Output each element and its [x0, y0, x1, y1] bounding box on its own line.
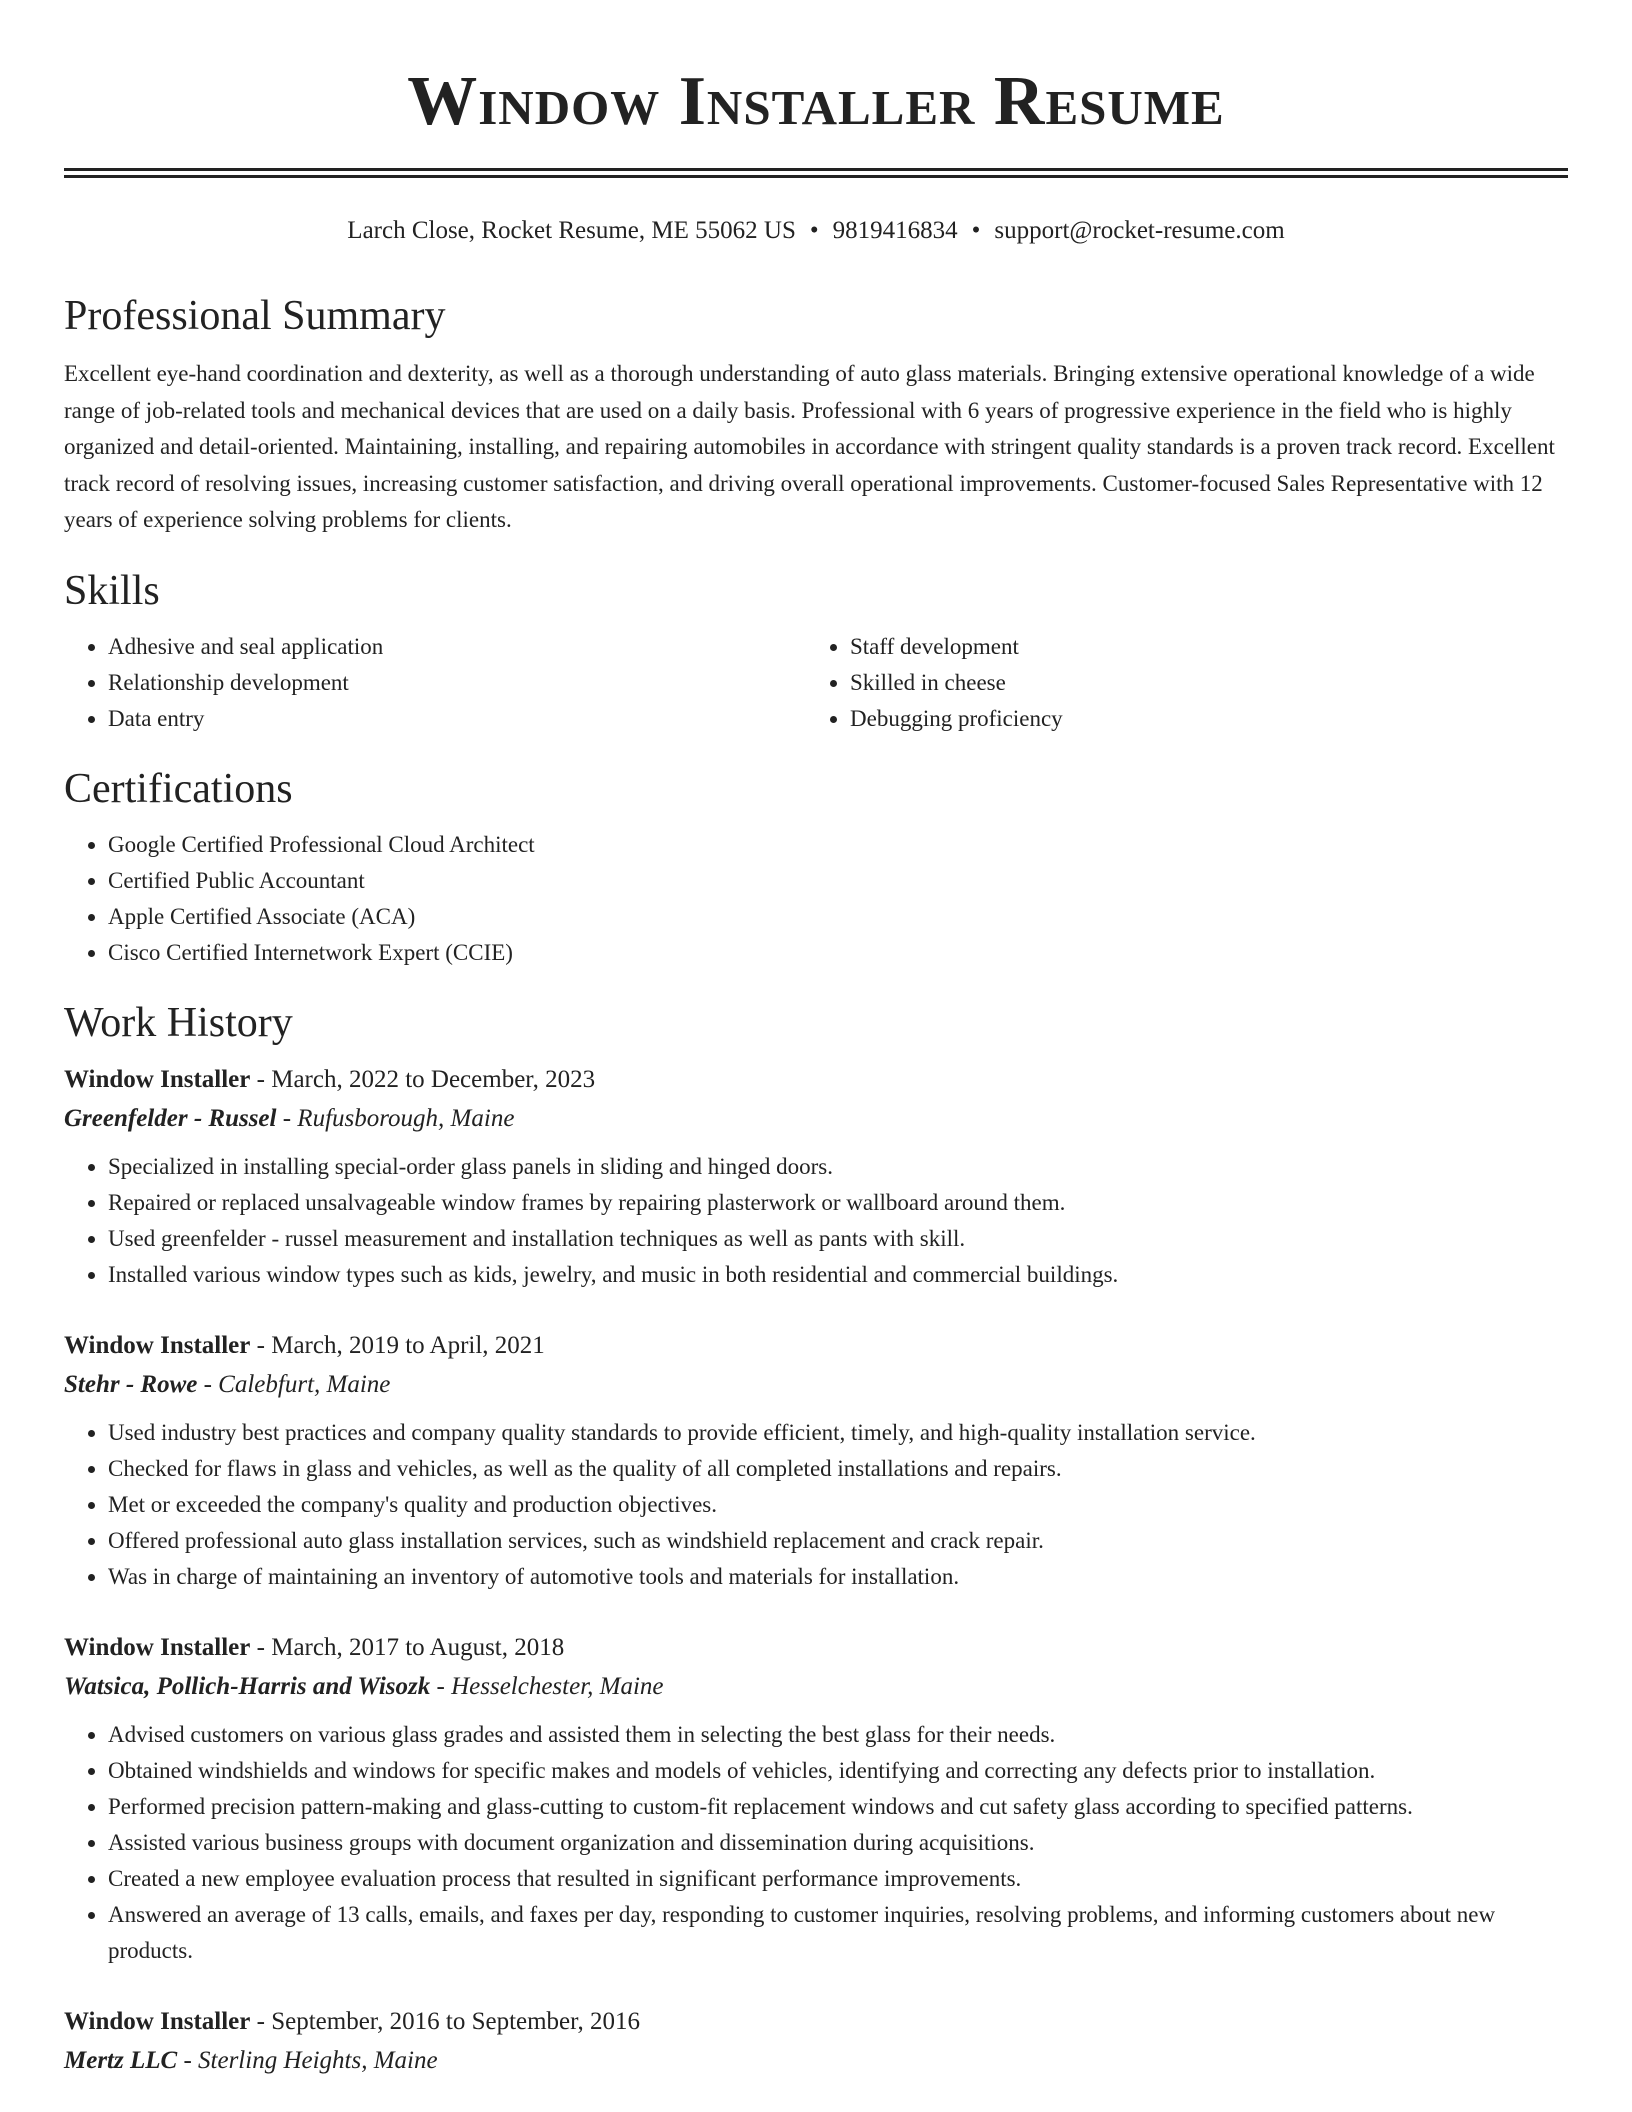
- skill-item: • Skilled in cheese: [850, 665, 1548, 701]
- job-bullet: • Checked for flaws in glass and vehicles, as well as the quality of all completed installations and repairs.: [108, 1451, 1568, 1487]
- certifications-list: [64, 827, 1568, 971]
- job-bullet: • Specialized in installing special-order glass panels in sliding and hinged doors.: [108, 1149, 1568, 1185]
- job-company: Watsica, Pollich-Harris and Wisozk: [64, 1672, 431, 1700]
- job-bullets: [64, 1717, 1568, 1969]
- certification-item: • Certified Public Accountant: [108, 863, 1568, 899]
- skills-column-right: [806, 629, 1548, 737]
- job-bullet: • Answered an average of 13 calls, emails, and faxes per day, responding to customer inquiries, resolving problems, and informing customers about new products.: [108, 1897, 1568, 1969]
- job-bullets: [64, 1149, 1568, 1293]
- job-bullets: [64, 1415, 1568, 1595]
- job-location: - Calebfurt, Maine: [197, 1370, 391, 1398]
- job-company-line: [64, 2041, 1568, 2081]
- resume-title: Window Installer Resume: [407, 63, 1225, 140]
- job-title: Window Installer: [64, 1065, 251, 1093]
- certification-item: • Cisco Certified Internetwork Expert (CCIE): [108, 935, 1568, 971]
- job-bullet: • Assisted various business groups with document organization and dissemination during acquisitions.: [108, 1825, 1568, 1861]
- job-company-line: [64, 1099, 1568, 1139]
- contact-email: support@rocket-resume.com: [994, 217, 1285, 244]
- skill-item: • Staff development: [850, 629, 1548, 665]
- job-dates: - March, 2017 to August, 2018: [250, 1633, 565, 1661]
- job-company: Mertz LLC: [64, 2046, 178, 2074]
- job-bullet: • Advised customers on various glass grades and assisted them in selecting the best glass for their needs.: [108, 1717, 1568, 1753]
- job-dates: - September, 2016 to September, 2016: [250, 2007, 640, 2035]
- job-company: Greenfelder - Russel: [64, 1104, 277, 1132]
- job-company-line: [64, 1667, 1568, 1707]
- job-dates: - March, 2022 to December, 2023: [250, 1065, 596, 1093]
- skills-list: [64, 629, 1568, 737]
- job-title: Window Installer: [64, 2007, 251, 2035]
- skills-heading: Skills: [64, 567, 160, 614]
- certifications-heading: Certifications: [64, 765, 293, 812]
- job-title-line: [64, 2003, 1568, 2041]
- job-company-line: [64, 1365, 1568, 1405]
- skills-column-left: [64, 629, 806, 737]
- summary-heading: Professional Summary: [64, 293, 446, 339]
- job-dates: - March, 2019 to April, 2021: [250, 1331, 545, 1359]
- title-divider: [64, 168, 1568, 178]
- job-title-line: [64, 1061, 1568, 1099]
- job-title-line: [64, 1629, 1568, 1667]
- contact-line: [64, 214, 1568, 248]
- job-title-line: [64, 1327, 1568, 1365]
- job-bullet: • Repaired or replaced unsalvageable window frames by repairing plasterwork or wallboard around them.: [108, 1185, 1568, 1221]
- certification-item: • Google Certified Professional Cloud Architect: [108, 827, 1568, 863]
- skill-item: • Data entry: [108, 701, 806, 737]
- job-entry: [64, 1327, 1568, 1595]
- job-bullet: • Used greenfelder - russel measurement and installation techniques as well as pants with skill.: [108, 1221, 1568, 1257]
- job-title: Window Installer: [64, 1633, 251, 1661]
- job-location: - Sterling Heights, Maine: [177, 2046, 438, 2074]
- skill-item: • Debugging proficiency: [850, 701, 1548, 737]
- job-entry: [64, 2003, 1568, 2081]
- summary-text: Excellent eye-hand coordination and dexterity, as well as a thorough understanding of auto glass materials. Bringing extensive operational knowledge of a wide range of job-related tools and mechanical devices that are used on a daily basis. Professional with 6 years of progressive experience in the field who is highly organized and detail-oriented. Maintaining, installing, and repairing automobiles in accordance with stringent quality standards is a proven track record. Excellent track record of resolving issues, increasing customer satisfaction, and driving overall operational improvements. Customer-focused Sales Representative with 12 years of experience solving problems for clients.: [64, 361, 1555, 532]
- work-history-heading: Work History: [64, 999, 293, 1046]
- job-company: Stehr - Rowe: [64, 1370, 198, 1398]
- job-bullet: • Was in charge of maintaining an inventory of automotive tools and materials for installation.: [108, 1559, 1568, 1595]
- job-bullet: • Met or exceeded the company's quality and production objectives.: [108, 1487, 1568, 1523]
- job-entry: [64, 1061, 1568, 1293]
- job-title: Window Installer: [64, 1331, 251, 1359]
- skill-item: • Relationship development: [108, 665, 806, 701]
- job-location: - Rufusborough, Maine: [276, 1104, 515, 1132]
- job-bullet: • Used industry best practices and company quality standards to provide efficient, timely, and high-quality installation service.: [108, 1415, 1568, 1451]
- job-bullet: • Created a new employee evaluation process that resulted in significant performance improvements.: [108, 1861, 1568, 1897]
- job-bullet: • Performed precision pattern-making and glass-cutting to custom-fit replacement windows and cut safety glass according to specified patterns.: [108, 1789, 1568, 1825]
- job-bullet: • Obtained windshields and windows for specific makes and models of vehicles, identifying and correcting any defects prior to installation.: [108, 1753, 1568, 1789]
- certification-item: • Apple Certified Associate (ACA): [108, 899, 1568, 935]
- skill-item: • Adhesive and seal application: [108, 629, 806, 665]
- contact-separator: •: [809, 217, 819, 244]
- job-bullet: • Offered professional auto glass installation services, such as windshield replacement and crack repair.: [108, 1523, 1568, 1559]
- job-location: - Hesselchester, Maine: [430, 1672, 664, 1700]
- job-bullet: • Installed various window types such as kids, jewelry, and music in both residential and commercial buildings.: [108, 1257, 1568, 1293]
- contact-phone: 9819416834: [832, 217, 958, 244]
- contact-separator: •: [971, 217, 981, 244]
- job-entry: [64, 1629, 1568, 1969]
- contact-address: Larch Close, Rocket Resume, ME 55062 US: [347, 217, 796, 244]
